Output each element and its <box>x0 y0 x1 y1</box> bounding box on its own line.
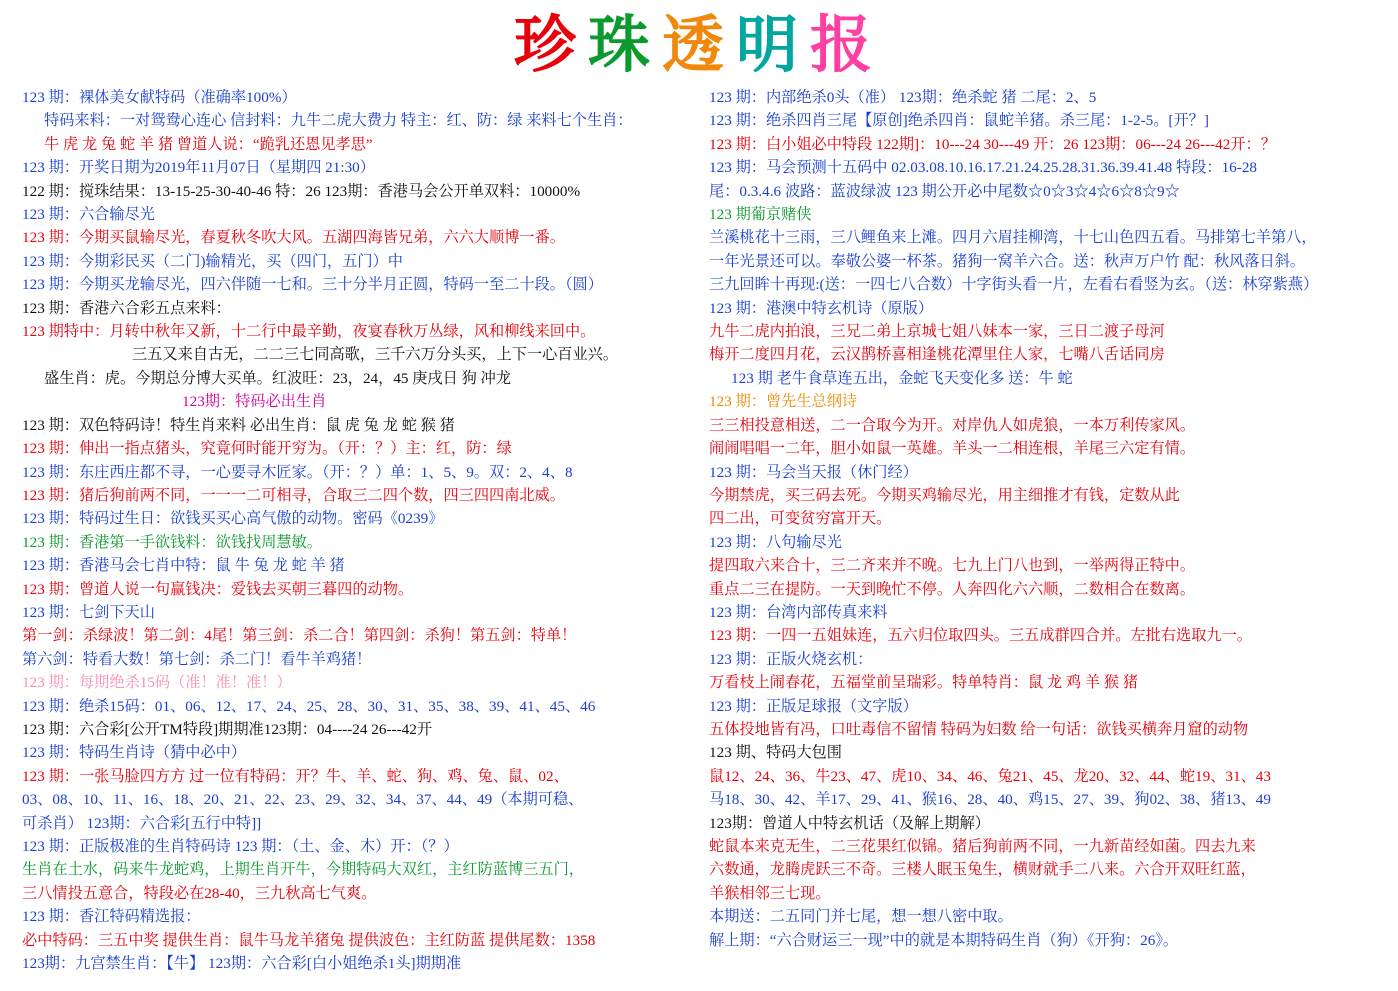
text-line: 123 期：今期彩民买（二门)输精光，买（四门，五门）中 <box>22 252 403 270</box>
text-line: 四二出，可变贫穷富开天。 <box>709 510 892 528</box>
text-line: 123 期：曾先生总纲诗 <box>709 393 858 411</box>
text-line: 盛生肖：虎。今期总分博大买单。红波旺：23，24，45 庚戌日 狗 冲龙 <box>44 369 512 387</box>
text-line: 123 期：一四一五姐妹连，五六归位取四头。三五成群四合并。左批右选取九一。 <box>709 627 1252 645</box>
text-line: 123 期：绝杀四肖三尾【原创]绝杀四肖：鼠蛇羊猪。杀三尾：1-2-5。[开？] <box>709 112 1209 130</box>
text-line: 123 期：正版火烧玄机： <box>709 650 873 668</box>
text-line: 123 期：正版足球报（文字版） <box>709 697 918 715</box>
text-line: 梅开二度四月花，云汉鹊桥喜相逢桃花潭里住人家，七嘴八舌话同房 <box>709 346 1165 364</box>
text-line: 123 期：曾道人说一句赢钱决：爱钱去买朝三暮四的动物。 <box>22 580 414 598</box>
left-column <box>22 86 689 975</box>
title-char-0: 珍 <box>513 8 588 81</box>
text-line: 123 期：双色特码诗！特生肖来料 必出生肖：鼠 虎 兔 龙 蛇 猴 猪 <box>22 416 455 434</box>
text-line: 123期：九宫禁生肖：【牛】 123期：六合彩[白小姐绝杀1头]期期准 <box>22 955 462 973</box>
text-line: 鼠12、24、36、牛23、47、虎10、34、46、兔21、45、龙20、32、44、蛇19、31、43 <box>709 767 1271 785</box>
text-line: 第一剑：杀绿波！第二剑：4尾！第三剑：杀二合！第四剑：杀狗！第五剑：特单！ <box>22 627 577 645</box>
right-column <box>709 86 1376 975</box>
text-line: 123期：曾道人中特玄机话（及解上期解） <box>709 814 990 832</box>
text-line: 必中特码：三五中奖 提供生肖：鼠牛马龙羊猪兔 提供波色：主红防蓝 提供尾数：1358 <box>22 931 596 949</box>
text-line: 解上期：“六合财运三一现”中的就是本期特码生肖（狗）《开狗：26》。 <box>709 931 1179 949</box>
page-title <box>0 0 1398 86</box>
text-line: 牛 虎 龙 兔 蛇 羊 猪 曾道人说：“跪乳还恩见孝思” <box>44 135 373 153</box>
text-line: 123 期：东庄西庄都不寻，一心要寻木匠家。（开：？）单：1、5、9。双：2、4、8 <box>22 463 573 481</box>
text-line: 第六剑：特看大数！第七剑：杀二门！看牛羊鸡猪！ <box>22 650 372 668</box>
text-line: 03、08、10、11、16、18、20、21、22、23、29、32、34、37、44、49（本期可稳、 <box>22 791 584 809</box>
text-line: 123 期：今期买鼠输尽光，春夏秋冬吹大风。五湖四海皆兄弟，六六大顺博一番。 <box>22 229 565 247</box>
text-line: 123 期：台湾内部传真来料 <box>709 603 888 621</box>
text-line: 闹闹唱唱一二年，胆小如鼠一英雄。羊头一二相连根，羊尾三六定有情。 <box>709 440 1195 458</box>
text-line: 马18、30、42、羊17、29、41、猴16、28、40、鸡15、27、39、狗02、38、猪13、49 <box>709 791 1271 809</box>
text-line: 三八情投五意合，特段必在28-40，三九秋高七气爽。 <box>22 884 377 902</box>
text-line: 羊猴相邻三七现。 <box>709 884 831 902</box>
text-line: 123 期：特码过生日：欲钱买买心高气傲的动物。密码《0239》 <box>22 510 444 528</box>
text-line: 提四取六来合十，三二齐来并不晚。七九上门八也到，一举两得正特中。 <box>709 557 1195 575</box>
text-line: 123 期：马会预测十五码中 02.03.08.10.16.17.21.24.25.28.31.36.39.41.48 特段：16-28 <box>709 159 1258 177</box>
text-line: 123期：特码必出生肖 <box>182 393 327 411</box>
text-line: 123 期：一张马脸四方方 过一位有特码：开？牛、羊、蛇、狗、鸡、兔、鼠、02、 <box>22 767 569 785</box>
text-line: 123 期：正版极准的生肖特码诗 123 期：（土、金、木）开：（？） <box>22 838 459 855</box>
text-line: 九牛二虎内拍浪，三兄二弟上京城七姐八妹本一家，三日二渡子母河 <box>709 323 1165 341</box>
text-line: 六数通，龙腾虎跃三不奇。三楼人眠玉兔生，横财就手二八来。六合开双旺红蓝， <box>709 861 1256 879</box>
text-line: 123 期：七剑下天山 <box>22 603 155 621</box>
title-char-1: 珠 <box>587 8 662 81</box>
title-char-2: 透 <box>661 8 736 81</box>
text-line: 一年光景还可以。奉敬公婆一杯茶。猪狗一窝羊六合。送：秋声万户竹 配：秋风落日斜。 <box>709 252 1306 270</box>
text-line: 123 期：猪后狗前两不同，一一一二可相寻，合取三二四个数，四三四四南北威。 <box>22 486 565 504</box>
text-line: 123 期：伸出一指点猪头，究竟何时能开穷为。（开：？）主：红，防：绿 <box>22 440 512 458</box>
text-line: 123 期、特码大包围 <box>709 744 842 762</box>
text-line: 123 期：特码生肖诗（猜中必中） <box>22 744 247 762</box>
text-line: 123 期：今期买龙输尽光，四六伴随一七和。三十分半月正圆，特码一至二十段。（圆） <box>22 276 603 294</box>
text-line: 123 期：八句输尽光 <box>709 533 842 551</box>
text-line: 重点二三在提防。一天到晚忙不停。人奔四化六六顺，二数相合在数离。 <box>709 580 1195 598</box>
text-line: 尾：0.3.4.6 波路：蓝波绿波 123 期公开必中尾数☆0☆3☆4☆6☆8☆9☆ <box>709 182 1180 200</box>
text-line: 可杀肖） 123期：六合彩[五行中特]] <box>22 814 262 832</box>
text-line: 123 期：绝杀15码：01、06、12、17、24、25、28、30、31、35、38、39、41、45、46 <box>22 697 596 715</box>
title-char-3: 明 <box>736 8 811 81</box>
text-line: 123 期：六合输尽光 <box>22 206 155 224</box>
text-line: 123 期 老牛食草连五出，金蛇飞天变化多 送：牛 蛇 <box>731 369 1073 387</box>
text-line: 生肖在土水，码来牛龙蛇鸡，上期生肖开牛，今期特码大双红，主红防蓝博三五门， <box>22 861 584 879</box>
text-line: 123 期：香江特码精选报： <box>22 908 201 926</box>
text-line: 123 期：每期绝杀15码（准！准！准！） <box>22 674 292 692</box>
text-line: 今期禁虎，买三码去死。今期买鸡输尽光，用主细推才有钱，定数从此 <box>709 486 1180 504</box>
text-line: 五体投地皆有冯，口吐毒信不留情 特码为妇数 给一句话：欲钱买横奔月窟的动物 <box>709 720 1249 738</box>
text-line: 蛇鼠本来克无生，二三花果红似锦。猪后狗前两不同，一九新苗经如菌。四去九来 <box>709 838 1256 855</box>
text-line: 兰溪桃花十三雨，三八鲤鱼来上滩。四月六眉挂柳湾，十七山色四五看。马排第七羊第八， <box>709 229 1317 247</box>
text-line: 123 期：开奖日期为2019年11月07日（星期四 21:30） <box>22 159 375 177</box>
text-line: 123 期：马会当天报（休门经） <box>709 463 918 481</box>
text-line: 万看枝上闹春花，五福堂前呈瑞彩。特单特肖：鼠 龙 鸡 羊 猴 猪 <box>709 674 1139 692</box>
text-line: 123 期：香港六合彩五点来料： <box>22 299 231 317</box>
text-line: 123 期：六合彩[公开TM特段]期期准123期：04----24 26---42开 <box>22 720 433 738</box>
two-column-body <box>0 86 1398 975</box>
text-line: 特码来料：一对鸳鸯心连心 信封料：九牛二虎大费力 特主：红、防：绿 来料七个生肖： <box>44 112 633 130</box>
text-line: 123 期特中：月转中秋年又新，十二行中最辛勤，夜宴春秋万丛绿，风和柳线来回中。 <box>22 323 596 341</box>
text-line: 123 期：白小姐必中特段 122期]：10---24 30---49 开：26 123期：06---24 26---42开：？ <box>709 135 1276 153</box>
text-line: 123 期：内部绝杀0头（准） 123期：绝杀蛇 猪 二尾：2、5 <box>709 89 1097 106</box>
text-line: 123 期葡京赌侠 <box>709 206 812 224</box>
text-line: 三三相投意相送，二一合取今为开。对岸仇人如虎狼，一本万利传家风。 <box>709 416 1195 434</box>
text-line: 本期送：二五同门并七尾，想一想八密中取。 <box>709 908 1013 926</box>
text-line: 123 期：港澳中特玄机诗（原版） <box>709 299 934 317</box>
text-line: 123 期：香港第一手欲钱料：欲钱找周慧敏。 <box>22 533 322 551</box>
text-line: 123 期：裸体美女献特码（准确率100%） <box>22 89 297 106</box>
title-char-4: 报 <box>810 8 885 81</box>
text-line: 三五又来自古无，二二三七同高歌，三千六万分头买，上下一心百业兴。 <box>132 346 618 364</box>
text-line: 三九回眸十再现:(送：一四七八合数）十字街头看一片，左看右看竖为玄。（送：林穿紫燕） <box>709 276 1319 294</box>
text-line: 122 期：搅珠结果：13-15-25-30-40-46 特：26 123期：香港马会公开单双料：10000% <box>22 182 581 200</box>
text-line: 123 期：香港马会七肖中特：鼠 牛 兔 龙 蛇 羊 猪 <box>22 557 345 575</box>
